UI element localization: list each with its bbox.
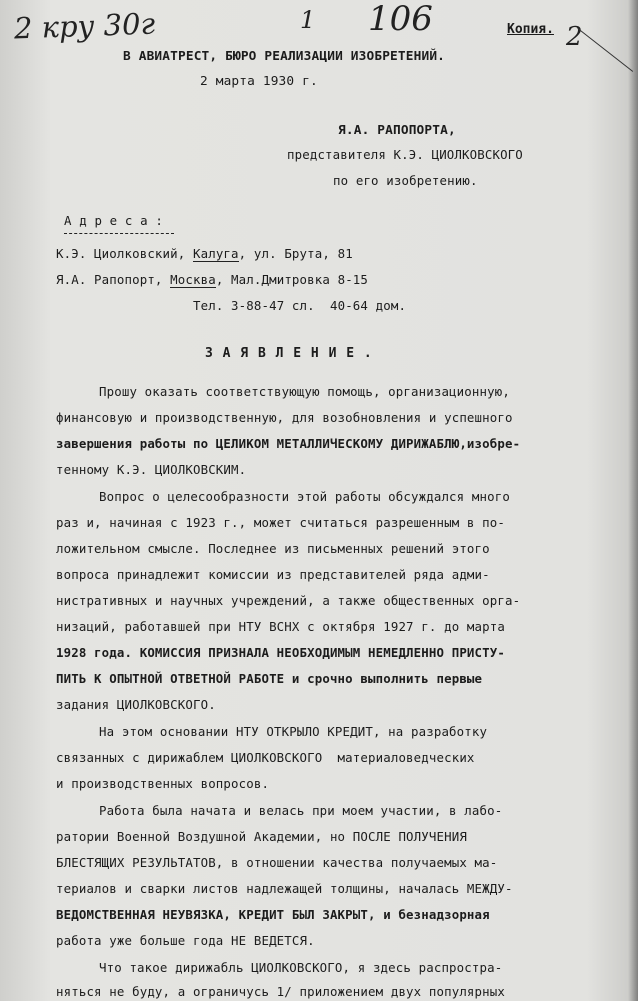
page-edge-shadow [628,0,638,1001]
address-city-kaluga: Калуга [192,246,239,261]
body-line-18: ратории Военной Воздушной Академии, но ПОСЛЕ ПОЛУЧЕНИЯ [56,829,467,844]
document-title: З А Я В Л Е Н И Е . [205,346,373,361]
body-line-24: няться не буду, а ограничусь 1/ приложением двух популярных [56,984,505,999]
address-phones: Тел. 3-88-47 сл. 40-64 дом. [193,298,407,313]
header-date: 2 марта 1930 г. [200,74,318,89]
body-line-13: задания ЦИОЛКОВСКОГО. [56,697,216,712]
sender-name: Я.А. РАПОПОРТА, [338,123,456,138]
body-line-10: низаций, работавшей при НТУ ВСНХ с октября 1927 г. до марта [56,619,505,634]
handwritten-note-right: 2 [566,22,583,52]
address-rapoport-street: , Мал.Дмитровка 8-15 [215,272,369,287]
addresses-heading-underline [64,233,174,234]
handwritten-page-number: 106 [368,0,433,39]
body-line-5: Вопрос о целесообразности этой работы обсуждался много [99,489,510,504]
body-line-19: БЛЕСТЯЩИХ РЕЗУЛЬТАТОВ, в отношении качества получаемых ма- [56,855,498,870]
handwritten-note-mid-1: 1 [300,6,316,34]
address-tsiolkovsky [56,247,353,261]
address-tsiolkovsky-street: , ул. Брута, 81 [238,246,353,261]
sender-subject: по его изобретению. [333,173,478,188]
body-line-16: и производственных вопросов. [56,776,270,791]
body-line-9: нистративных и научных учреждений, а также общественных орга- [56,593,521,608]
corner-fold-line [577,28,633,72]
address-rapoport [56,273,368,287]
address-tsiolkovsky-name: К.Э. Циолковский, [56,246,193,261]
body-line-20: териалов и сварки листов надлежащей толщины, началась МЕЖДУ- [56,881,513,896]
body-line-15: связанных с дирижаблем ЦИОЛКОВСКОГО материаловедческих [56,750,475,765]
handwritten-note-left: 2 кру 30г [13,6,156,46]
body-line-23: Что такое дирижабль ЦИОЛКОВСКОГО, я здесь распростра- [99,960,503,975]
copy-label: Копия. [507,22,554,37]
addresses-heading: А д р е с а : [64,213,163,228]
body-line-11: 1928 года. КОМИССИЯ ПРИЗНАЛА НЕОБХОДИМЫМ НЕМЕДЛЕННО ПРИСТУ- [56,645,505,660]
body-line-12: ПИТЬ К ОПЫТНОЙ ОТВЕТНОЙ РАБОТЕ и срочно выполнить первые [56,671,483,686]
body-line-4: тенному К.Э. ЦИОЛКОВСКИМ. [56,462,247,477]
body-line-22: работа уже больше года НЕ ВЕДЕТСЯ. [56,933,315,948]
address-city-moscow: Москва [170,272,216,287]
body-line-17: Работа была начата и велась при моем участии, в лабо- [99,803,503,818]
body-line-21: ВЕДОМСТВЕННАЯ НЕУВЯЗКА, КРЕДИТ БЫЛ ЗАКРЫТ, и безнадзорная [56,907,490,922]
body-line-6: раз и, начиная с 1923 г., может считаться разрешенным в по- [56,515,505,530]
sender-role: представителя К.Э. ЦИОЛКОВСКОГО [287,147,523,162]
header-addressee: В АВИАТРЕСТ, БЮРО РЕАЛИЗАЦИИ ИЗОБРЕТЕНИЙ. [123,49,446,64]
body-line-1: Прошу оказать соответствующую помощь, организационную, [99,384,510,399]
body-line-2: финансовую и производственную, для возобновления и успешного [56,410,513,425]
body-line-3: завершения работы по ЦЕЛИКОМ МЕТАЛЛИЧЕСКОМУ ДИРИЖАБЛЮ,изобре- [56,436,521,451]
body-line-7: ложительном смысле. Последнее из письменных решений этого [56,541,490,556]
body-line-8: вопроса принадлежит комиссии из представителей ряда адми- [56,567,490,582]
body-line-14: На этом основании НТУ ОТКРЫЛО КРЕДИТ, на разработку [99,724,488,739]
address-rapoport-name: Я.А. Рапопорт, [56,272,171,287]
